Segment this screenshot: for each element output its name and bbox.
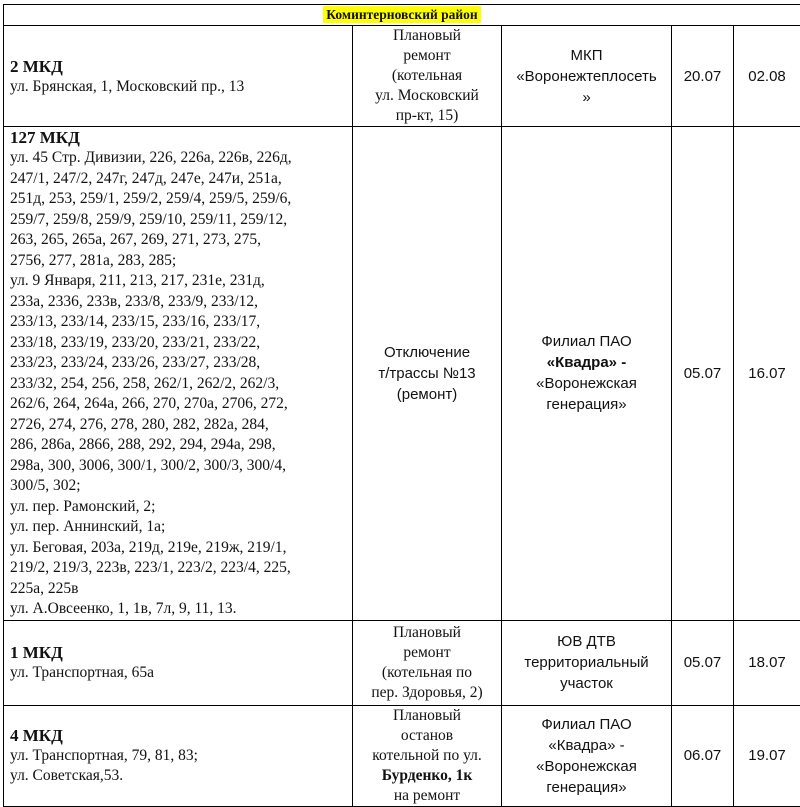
- address-line: ул. А.Овсеенко, 1, 1в, 7л, 9, 11, 13.: [10, 600, 237, 617]
- work-line: т/трассы №13: [378, 364, 476, 382]
- address-cell: [4, 705, 353, 806]
- address-line: 298а, 300, 3006, 300/1, 300/2, 300/3, 300/4,: [10, 456, 286, 474]
- address-line: ул. пер. Рамонский, 2;: [10, 497, 156, 515]
- district-header-row: [4, 5, 800, 26]
- org-line: «Воронежтеплосеть: [516, 67, 657, 85]
- work-line: ул. Московский: [375, 87, 479, 104]
- work-line: (котельная: [391, 67, 463, 84]
- org-line: МКП: [570, 46, 603, 64]
- work-line: (котельная по: [381, 663, 473, 681]
- org-line: Филиал ПАО: [541, 333, 632, 351]
- start-date-cell: 20.07: [672, 26, 734, 127]
- table-row: [4, 26, 800, 127]
- address-line: ул. 45 Стр. Дивизии, 226, 226а, 226в, 226д,: [10, 149, 292, 166]
- address-line: 259/7, 259/8, 259/9, 259/10, 259/11, 259/12,: [10, 210, 288, 228]
- address-line: ул. Брянская, 1, Московский пр., 13: [10, 77, 245, 95]
- address-line: 262/6, 264, 264а, 266, 270, 270а, 2706, 272,: [10, 395, 288, 412]
- work-line: на ремонт: [393, 786, 461, 804]
- work-line: Бурденко, 1к: [381, 766, 473, 784]
- building-count: 1 МКД: [10, 643, 63, 662]
- address-line: 233/18, 233/19, 233/20, 233/21, 233/22,: [10, 333, 261, 351]
- end-date-cell: 19.07: [734, 705, 800, 806]
- work-line: котельной по ул.: [372, 746, 482, 764]
- end-date-cell: 02.08: [734, 26, 800, 127]
- address-line: ул. Транспортная, 65а: [10, 664, 155, 681]
- address-line: 247/1, 247/2, 247г, 247д, 247е, 247и, 251а,: [10, 169, 282, 187]
- address-line: 233/13, 233/14, 233/15, 233/16, 233/17,: [10, 313, 261, 330]
- org-line: «Воронежская: [536, 757, 637, 775]
- work-line: пер. Здоровья, 2): [371, 683, 483, 701]
- work-type-cell: [353, 620, 502, 705]
- org-line: генерация»: [546, 396, 627, 414]
- address-line: 286, 286а, 2866, 288, 292, 294, 294а, 298,: [10, 436, 276, 453]
- address-cell: [4, 26, 353, 127]
- work-line: Отключение: [383, 343, 471, 361]
- address-line: 2726, 274, 276, 278, 280, 282, 282а, 284,: [10, 415, 269, 433]
- work-line: Плановый: [393, 623, 461, 641]
- table-row: [4, 620, 800, 705]
- table-row: [4, 127, 800, 621]
- work-line: Плановый: [393, 27, 461, 44]
- address-line: 225а, 225в: [10, 579, 79, 597]
- org-line: «Квадра» -: [546, 354, 627, 372]
- work-type-cell: [353, 26, 502, 127]
- work-type-cell: [353, 705, 502, 806]
- district-header-cell: [4, 5, 800, 26]
- org-line: генерация»: [546, 778, 627, 796]
- work-line: ремонт: [403, 643, 451, 661]
- start-date-cell: 06.07: [672, 705, 734, 806]
- org-line: Филиал ПАО: [541, 715, 632, 733]
- address-line: 233/32, 254, 256, 258, 262/1, 262/2, 262/3,: [10, 374, 280, 392]
- org-line: территориальный: [524, 654, 649, 671]
- address-line: ул. 9 Января, 211, 213, 217, 231е, 231д,: [10, 272, 265, 289]
- organization-cell: [502, 26, 672, 127]
- building-count: 2 МКД: [10, 56, 63, 76]
- address-cell: [4, 620, 353, 705]
- start-date-cell: 05.07: [672, 127, 734, 621]
- work-type-cell: [353, 127, 502, 621]
- address-line: ул. пер. Аннинский, 1а;: [10, 518, 166, 535]
- work-line: ремонт: [403, 47, 451, 64]
- outage-schedule-table: [3, 4, 800, 807]
- organization-cell: [502, 705, 672, 806]
- address-line: 219/2, 219/3, 223в, 223/1, 223/2, 223/4, 225,: [10, 559, 291, 576]
- end-date-cell: 16.07: [734, 127, 800, 621]
- work-line: останов: [400, 726, 454, 744]
- address-line: ул. Беговая, 203а, 219д, 219е, 219ж, 219/1,: [10, 538, 287, 556]
- org-line: »: [582, 88, 591, 106]
- work-line: пр-кт, 15): [395, 107, 459, 124]
- end-date-cell: 18.07: [734, 620, 800, 705]
- building-count: 4 МКД: [10, 726, 63, 745]
- district-title: Коминтерновский район: [323, 6, 480, 23]
- organization-cell: [502, 127, 672, 621]
- start-date-cell: 05.07: [672, 620, 734, 705]
- org-line: участок: [560, 675, 613, 692]
- address-line: 300/5, 302;: [10, 477, 81, 494]
- address-line: 233/23, 233/24, 233/26, 233/27, 233/28,: [10, 354, 261, 371]
- address-line: ул. Транспортная, 79, 81, 83;: [10, 747, 198, 764]
- work-line: Плановый: [393, 706, 461, 724]
- address-line: 263, 265, 265а, 267, 269, 271, 273, 275,: [10, 231, 262, 248]
- address-line: ул. Советская,53.: [10, 767, 124, 784]
- work-line: (ремонт): [396, 385, 458, 403]
- building-count: 127 МКД: [10, 128, 80, 147]
- org-line: «Квадра» -: [548, 736, 625, 754]
- table-row: [4, 705, 800, 806]
- org-line: «Воронежская: [536, 375, 637, 393]
- address-cell: [4, 127, 353, 621]
- address-line: 233а, 2336, 233в, 233/8, 233/9, 233/12,: [10, 292, 258, 310]
- organization-cell: [502, 620, 672, 705]
- org-line: ЮВ ДТВ: [557, 633, 616, 650]
- address-line: 2756, 277, 281а, 283, 285;: [10, 251, 177, 269]
- address-line: 251д, 253, 259/1, 259/2, 259/4, 259/5, 259/6,: [10, 190, 292, 207]
